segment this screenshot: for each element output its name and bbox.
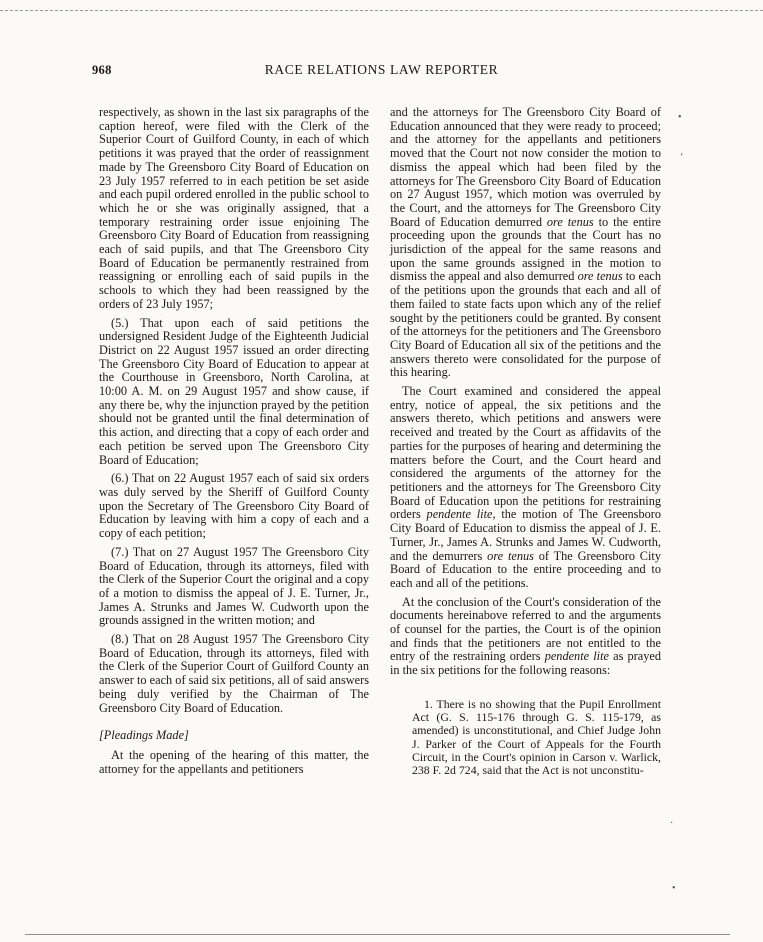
italic-term: ore tenus (577, 269, 623, 284)
paragraph-finding-8: (8.) That on 28 August 1957 The Greensboro City Board of Education, through its attorneys, filed with the Clerk of the Superior Court of Guilford County an answer to each of said six petitions, all of said answers being duly verified by the Chairman of The Greensboro City Board of Education. (99, 632, 369, 715)
running-title: RACE RELATIONS LAW REPORTER (264, 62, 499, 77)
paragraph-finding-5: (5.) That upon each of said petitions the undersigned Resident Judge of the Eighteenth Judicial District on 22 August 1957 issued an order directing The Greensboro City Board of Education to appear at the Courthouse in Greensboro, North Carolina, at 10:00 A. M. on 29 August 1957 and show cause, if any there be, why the injunction prayed by the petition should not be granted until the final determination of this action, and directing that a copy of each order and each petition be served upon The Greensboro City Board of Education; (99, 315, 369, 467)
top-border-rule (0, 10, 763, 11)
margin-tick-mark: • (678, 112, 682, 123)
text-run: to the entire proceeding upon the grounds that the Court has no jurisdiction of the appeal for the same reasons and upon the same grounds assigned in the motion to dismiss the appeal and also demurred (390, 214, 662, 284)
bottom-border-rule (25, 934, 730, 935)
reason-1-paragraph: 1. There is no showing that the Pupil Enrollment Act (G. S. 115-176 through G. S. 115-179, as amended) is unconstitutional, and Chief Judge John J. Parker of the Court of Appeals for the Fourth Circuit, in the Court's opinion in Carson v. Warlick, 238 F. 2d 724, said that the Act is not unconstitu- (412, 696, 661, 778)
paragraph-court-examined (390, 385, 661, 591)
right-column (390, 106, 661, 778)
margin-tick-mark: ‘ (680, 152, 684, 163)
italic-term: ore tenus (546, 214, 594, 229)
text-run: , the motion of The Greensboro City Board of Education to dismiss the appeal of J. E. Turner, Jr., James A. Strunks and James W. Cudworth, and the demurrers (390, 507, 661, 563)
text-run: At the conclusion of the Court's consideration of the documents hereinabove referred to and the arguments of counsel for the parties, the Court is of the opinion and finds that the petitioners are not entitled to the entry of the restraining orders (390, 594, 661, 664)
paragraph-hearing-continuation (390, 106, 661, 380)
paragraph-hearing-opening: At the opening of the hearing of this matter, the attorney for the appellants and petitioners (99, 747, 369, 776)
text-run: and the attorneys for The Greensboro City Board of Education announced that they were ready to proceed; and the attorney for the appellants and petitioners moved that the Court not now consider the motion to dismiss the appeal which had been filed by the attorneys for The Greensboro City Board of Education on 27 August 1957, which motion was overruled by the Court, and the attorneys for The Greensboro City Board of Education demurred (390, 105, 661, 229)
left-column (99, 106, 369, 781)
text-run: of The Greensboro City Board of Education to the entire proceeding and to each and all of the petitions. (390, 548, 661, 590)
margin-tick-mark: · (670, 818, 674, 829)
section-heading-text: [Pleadings Made] (99, 728, 189, 743)
page-number: 968 (92, 63, 112, 77)
italic-term: ore tenus (487, 548, 534, 563)
text-run: The Court examined and considered the appeal entry, notice of appeal, the six petitions and the answers thereto, which petitions and answers were received and treated by the Court as affidavits of the parties for the purposes of hearing and determining the matters before the Court, and the Court heard and considered the arguments of the attorney for the petitioners and the attorneys for The Greensboro City Board of Education upon the petitions for restraining orders (390, 384, 661, 522)
italic-term: pendente lite (544, 649, 609, 664)
italic-term: pendente lite (426, 507, 493, 522)
paragraph-finding-6: (6.) That on 22 August 1957 each of said six orders was duly served by the Sheriff of Guilford County upon the Secretary of The Greensboro City Board of Education by leaving with him a copy of each and a copy of each petition; (99, 471, 369, 541)
text-run: to each of the petitions upon the grounds that each and all of them failed to state facts upon which any of the relief sought by the petitioners could be granted. By consent of the attorneys for the petitioners and The Greensboro City Board of Education all six of the petitions and the answers thereto were consolidated for the purpose of this hearing. (390, 269, 662, 380)
margin-tick-mark: • (672, 883, 676, 894)
paragraph-finding-7: (7.) That on 27 August 1957 The Greensboro City Board of Education, through its attorneys, filed with the Clerk of the Superior Court the original and a copy of a motion to dismiss the appeal of J. E. Turner, Jr., James A. Strunks and James W. Cudworth upon the grounds assigned in the written motion; and (99, 544, 369, 628)
paragraph-court-conclusion (390, 596, 661, 678)
page-header (0, 61, 763, 81)
paragraph-caption-continuation: respectively, as shown in the last six paragraphs of the caption hereof, were filed with the Clerk of the Superior Court of Guilford County, in each of which petitions it was prayed that the order of reassignment made by The Greensboro City Board of Education on 23 July 1957 referred to in each petition be set aside and each pupil ordered enrolled in the public school to which he or she was originally assigned, that a temporary restraining order issue enjoining The Greensboro City Board of Education from reassigning each of said pupils, and that The Greensboro City Board of Education be permanently restrained from reassigning or enrolling each of said pupils in the schools to which they had been reassigned by the orders of 23 July 1957; (99, 105, 369, 311)
text-run: as prayed in the six petitions for the following reasons: (390, 649, 661, 678)
section-heading-pleadings (99, 729, 369, 743)
